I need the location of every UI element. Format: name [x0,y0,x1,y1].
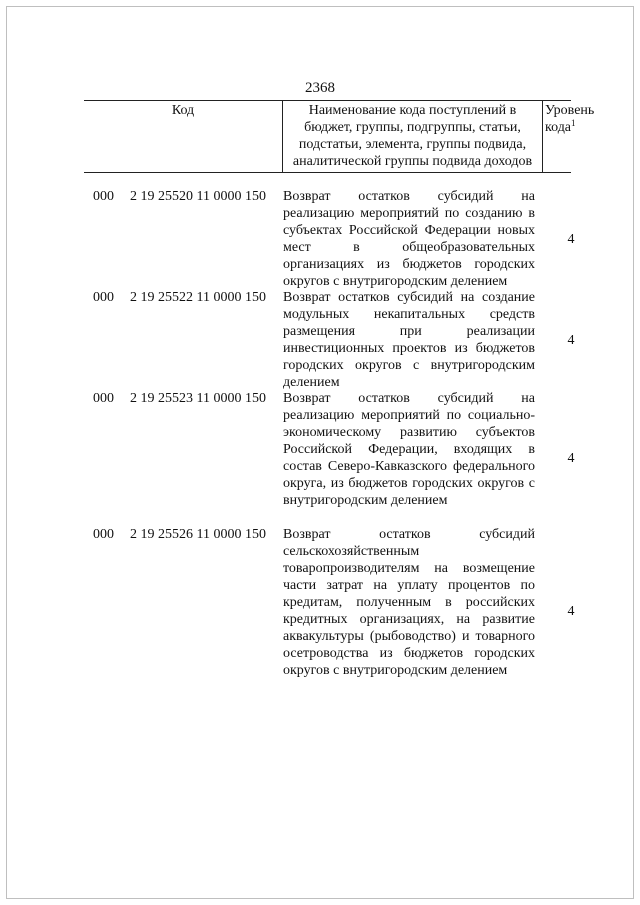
header-code: Код [84,101,283,173]
revenue-name: Возврат остатков субсидий на реализацию мероприятий по созданию в субъектах Российской Федерации новых мест в общеобразовательных организациях из бюджетов городских округов с внутригородским делением [283,189,535,289]
table-row [0,390,640,526]
code-level: 4 [567,604,575,619]
page-number: 2368 [305,80,335,96]
revenue-name: Возврат остатков субсидий на реализацию мероприятий по социально-экономическому развитию субъектов Российской Федерации, входящих в состав Северо-Кавказского федерального округа, из бюджетов городских округов с внутригородским делением [283,391,535,508]
table-row [0,289,640,390]
header-level-label: Уровень кода [545,103,595,135]
header-level [543,101,595,173]
table-row [0,188,640,289]
revenue-code: 2 19 25523 11 0000 150 [130,391,266,406]
code-level: 4 [567,332,575,348]
revenue-code: 2 19 25522 11 0000 150 [130,290,266,305]
table-row [0,526,640,696]
admin-code: 000 [93,527,114,542]
code-level: 4 [567,451,575,466]
revenue-name: Возврат остатков субсидий на создание модульных некапитальных средств размещения при реализации инвестиционных проектов из бюджетов городских округов с внутригородским делением [283,290,535,390]
table-body [0,188,640,696]
admin-code: 000 [93,290,114,305]
footnote-marker: 1 [571,118,576,128]
header-name: Наименование кода поступлений в бюджет, группы, подгруппы, статьи, подстатьи, элемента, группы подвида, аналитической группы подвида доходов [283,101,543,173]
table-header [84,100,595,173]
revenue-code: 2 19 25520 11 0000 150 [130,189,266,204]
admin-code: 000 [93,189,114,204]
code-level: 4 [567,231,575,247]
revenue-name: Возврат остатков субсидий сельскохозяйственным товаропроизводителям на возмещение части затрат на уплату процентов по кредитам, полученным в российских кредитных организациях, на развитие аквакультуры (рыбоводство) и товарного осетроводства из бюджетов городских округов с внутригородским делением [283,527,535,678]
admin-code: 000 [93,391,114,406]
revenue-code: 2 19 25526 11 0000 150 [130,527,266,542]
